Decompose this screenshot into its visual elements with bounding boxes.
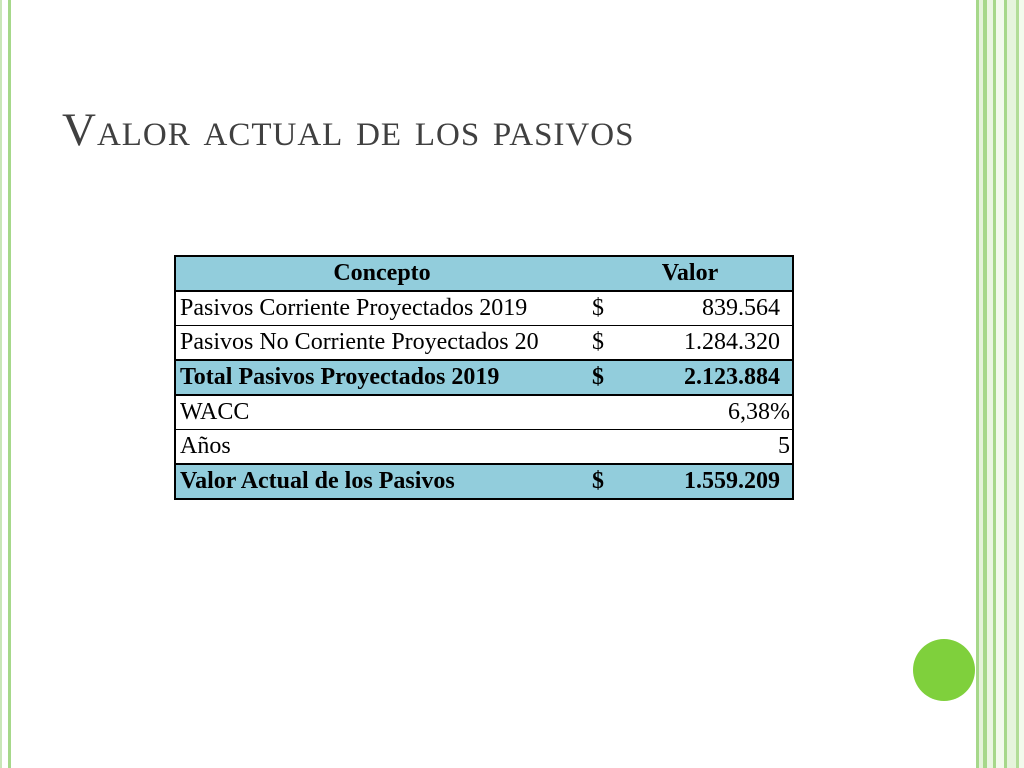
table-row-total	[175, 360, 793, 395]
row-value: 5	[778, 433, 790, 459]
row-concept: Valor Actual de los Pasivos	[180, 468, 455, 494]
row-currency-symbol: $	[592, 468, 604, 494]
left-border-outer	[0, 0, 2, 768]
table-row	[175, 291, 793, 326]
row-currency-symbol	[588, 430, 634, 465]
header-concept: Concepto	[333, 260, 431, 286]
header-value: Valor	[661, 260, 719, 286]
row-value: 1.284.320	[684, 329, 780, 355]
row-concept: WACC	[180, 399, 250, 425]
table-row-result	[175, 464, 793, 499]
table-header-row	[175, 256, 793, 291]
row-value: 839.564	[702, 295, 780, 321]
row-currency-symbol	[588, 395, 634, 430]
row-currency-symbol: $	[592, 295, 604, 321]
liabilities-table	[174, 255, 794, 500]
row-concept: Pasivos Corriente Proyectados 2019	[180, 295, 528, 321]
row-concept: Pasivos No Corriente Proyectados 20	[180, 329, 539, 355]
row-concept: Total Pasivos Proyectados 2019	[180, 364, 500, 390]
green-circle-marker	[913, 639, 975, 701]
row-currency-symbol: $	[592, 329, 604, 355]
row-value: 6,38%	[728, 399, 790, 425]
row-concept: Años	[180, 433, 231, 459]
row-value: 2.123.884	[684, 364, 780, 390]
row-currency-symbol: $	[592, 364, 604, 390]
table-row	[175, 326, 793, 361]
right-decorative-stripes	[976, 0, 1024, 768]
table-row	[175, 430, 793, 465]
table-row	[175, 395, 793, 430]
row-value: 1.559.209	[684, 468, 780, 494]
left-border-inner	[8, 0, 11, 768]
slide-title: Valor actual de los pasivos	[62, 104, 635, 156]
